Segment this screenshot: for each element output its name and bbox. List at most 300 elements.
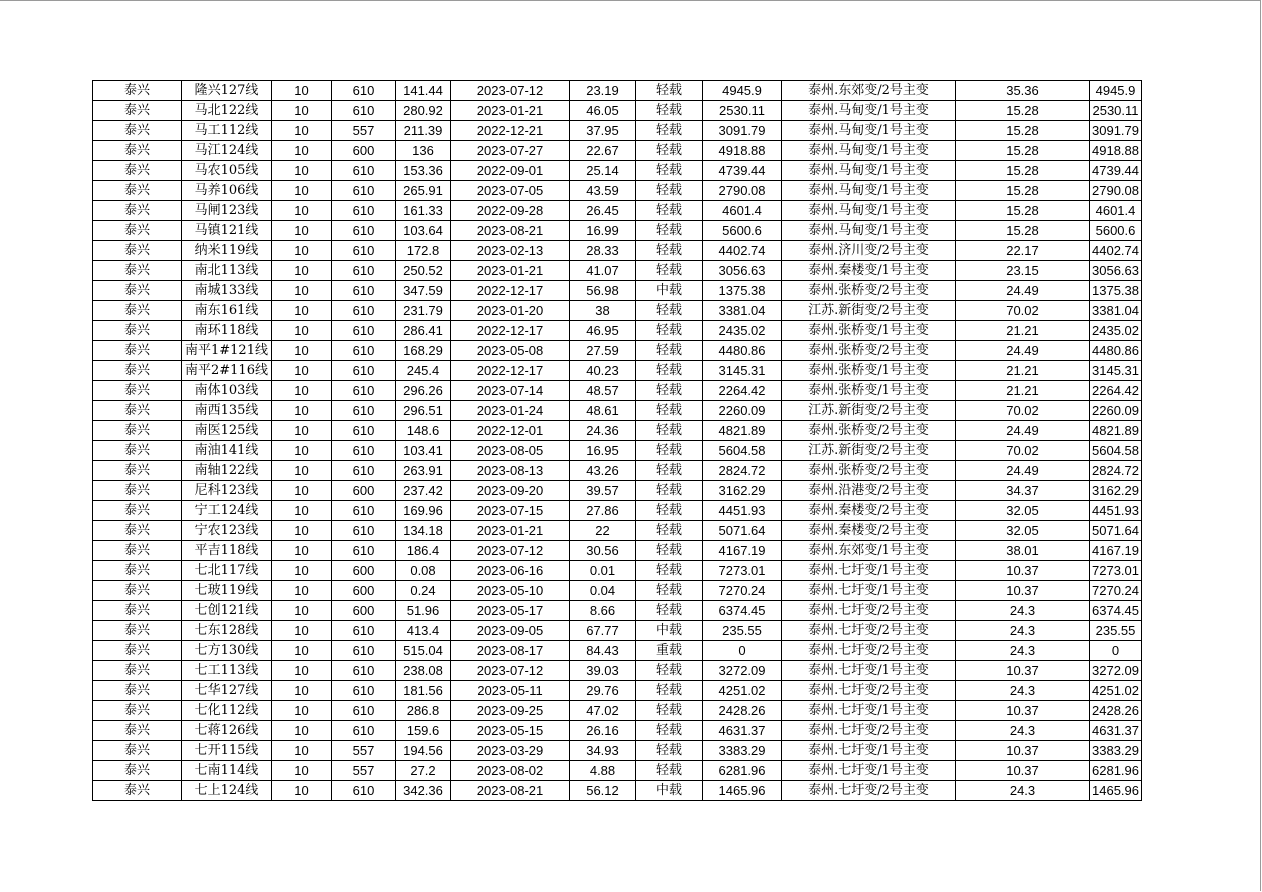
cell-county: 泰兴 xyxy=(93,741,182,761)
cell-max-current: 413.4 xyxy=(396,621,451,641)
cell-transformer-load-rate: 35.36 xyxy=(956,81,1090,101)
cell-county: 泰兴 xyxy=(93,721,182,741)
cell-max-date: 2023-08-17 xyxy=(451,641,570,661)
cell-load-status: 轻载 xyxy=(636,241,703,261)
cell-load-rate: 27.86 xyxy=(570,501,636,521)
cell-max-current: 194.56 xyxy=(396,741,451,761)
table-row xyxy=(93,401,1142,421)
cell-county: 泰兴 xyxy=(93,581,182,601)
cell-load-status: 轻载 xyxy=(636,301,703,321)
cell-voltage: 10 xyxy=(272,461,332,481)
cell-transformer: 泰州.张桥变/1号主变 xyxy=(782,381,956,401)
cell-load-rate: 46.05 xyxy=(570,101,636,121)
cell-transformer-load-rate: 24.49 xyxy=(956,281,1090,301)
cell-rated-current: 610 xyxy=(332,301,396,321)
cell-available-capacity: 4480.86 xyxy=(703,341,782,361)
cell-rated-current: 610 xyxy=(332,81,396,101)
cell-max-date: 2023-03-29 xyxy=(451,741,570,761)
cell-max-current: 238.08 xyxy=(396,661,451,681)
cell-load-status: 轻载 xyxy=(636,561,703,581)
cell-max-date: 2022-12-01 xyxy=(451,421,570,441)
cell-max-date: 2023-07-27 xyxy=(451,141,570,161)
cell-spare-capacity: 3162.29 xyxy=(1090,481,1142,501)
table-row xyxy=(93,561,1142,581)
cell-max-current: 342.36 xyxy=(396,781,451,801)
cell-rated-current: 610 xyxy=(332,721,396,741)
cell-rated-current: 610 xyxy=(332,781,396,801)
cell-voltage: 10 xyxy=(272,301,332,321)
cell-max-current: 0.24 xyxy=(396,581,451,601)
cell-transformer: 泰州.马甸变/1号主变 xyxy=(782,221,956,241)
cell-voltage: 10 xyxy=(272,501,332,521)
cell-transformer-load-rate: 24.3 xyxy=(956,621,1090,641)
cell-spare-capacity: 0 xyxy=(1090,641,1142,661)
cell-load-status: 轻载 xyxy=(636,201,703,221)
cell-available-capacity: 2428.26 xyxy=(703,701,782,721)
cell-load-rate: 25.14 xyxy=(570,161,636,181)
cell-load-rate: 27.59 xyxy=(570,341,636,361)
cell-available-capacity: 4601.4 xyxy=(703,201,782,221)
cell-transformer-load-rate: 21.21 xyxy=(956,321,1090,341)
cell-load-status: 轻载 xyxy=(636,701,703,721)
cell-spare-capacity: 4451.93 xyxy=(1090,501,1142,521)
table-row xyxy=(93,361,1142,381)
cell-transformer: 泰州.七圩变/2号主变 xyxy=(782,781,956,801)
cell-voltage: 10 xyxy=(272,481,332,501)
cell-line-name: 平吉118线 xyxy=(182,541,272,561)
cell-transformer: 泰州.济川变/2号主变 xyxy=(782,241,956,261)
cell-available-capacity: 1465.96 xyxy=(703,781,782,801)
cell-rated-current: 610 xyxy=(332,401,396,421)
cell-available-capacity: 7273.01 xyxy=(703,561,782,581)
cell-voltage: 10 xyxy=(272,781,332,801)
cell-voltage: 10 xyxy=(272,81,332,101)
table-row xyxy=(93,721,1142,741)
cell-rated-current: 610 xyxy=(332,681,396,701)
cell-available-capacity: 0 xyxy=(703,641,782,661)
cell-county: 泰兴 xyxy=(93,381,182,401)
cell-available-capacity: 4631.37 xyxy=(703,721,782,741)
cell-voltage: 10 xyxy=(272,241,332,261)
cell-rated-current: 610 xyxy=(332,201,396,221)
cell-max-date: 2023-08-21 xyxy=(451,221,570,241)
cell-transformer-load-rate: 38.01 xyxy=(956,541,1090,561)
cell-county: 泰兴 xyxy=(93,161,182,181)
cell-line-name: 南油141线 xyxy=(182,441,272,461)
table-row xyxy=(93,761,1142,781)
cell-spare-capacity: 4251.02 xyxy=(1090,681,1142,701)
cell-county: 泰兴 xyxy=(93,641,182,661)
cell-load-status: 轻载 xyxy=(636,401,703,421)
cell-voltage: 10 xyxy=(272,181,332,201)
cell-rated-current: 600 xyxy=(332,481,396,501)
cell-county: 泰兴 xyxy=(93,701,182,721)
cell-rated-current: 600 xyxy=(332,561,396,581)
cell-spare-capacity: 6281.96 xyxy=(1090,761,1142,781)
cell-line-name: 七蒋126线 xyxy=(182,721,272,741)
cell-load-status: 中载 xyxy=(636,281,703,301)
cell-available-capacity: 7270.24 xyxy=(703,581,782,601)
table-row xyxy=(93,541,1142,561)
cell-spare-capacity: 2264.42 xyxy=(1090,381,1142,401)
cell-max-date: 2022-12-21 xyxy=(451,121,570,141)
cell-load-status: 中载 xyxy=(636,781,703,801)
cell-max-date: 2023-08-05 xyxy=(451,441,570,461)
cell-load-status: 轻载 xyxy=(636,361,703,381)
cell-line-name: 七工113线 xyxy=(182,661,272,681)
cell-voltage: 10 xyxy=(272,221,332,241)
cell-max-current: 186.4 xyxy=(396,541,451,561)
cell-county: 泰兴 xyxy=(93,321,182,341)
cell-voltage: 10 xyxy=(272,101,332,121)
cell-available-capacity: 2530.11 xyxy=(703,101,782,121)
cell-load-status: 轻载 xyxy=(636,741,703,761)
cell-rated-current: 610 xyxy=(332,161,396,181)
cell-transformer-load-rate: 15.28 xyxy=(956,101,1090,121)
cell-load-rate: 24.36 xyxy=(570,421,636,441)
cell-load-rate: 56.12 xyxy=(570,781,636,801)
cell-load-rate: 40.23 xyxy=(570,361,636,381)
cell-line-name: 七南114线 xyxy=(182,761,272,781)
table-row xyxy=(93,741,1142,761)
cell-max-date: 2023-07-12 xyxy=(451,81,570,101)
cell-rated-current: 610 xyxy=(332,381,396,401)
cell-max-current: 27.2 xyxy=(396,761,451,781)
cell-transformer: 泰州.马甸变/1号主变 xyxy=(782,181,956,201)
cell-load-status: 轻载 xyxy=(636,381,703,401)
table-row xyxy=(93,261,1142,281)
cell-load-status: 轻载 xyxy=(636,261,703,281)
cell-available-capacity: 4739.44 xyxy=(703,161,782,181)
cell-max-date: 2023-09-05 xyxy=(451,621,570,641)
cell-max-current: 286.41 xyxy=(396,321,451,341)
cell-line-name: 七开115线 xyxy=(182,741,272,761)
cell-transformer: 泰州.秦楼变/1号主变 xyxy=(782,261,956,281)
cell-voltage: 10 xyxy=(272,401,332,421)
cell-line-name: 尼科123线 xyxy=(182,481,272,501)
table-row xyxy=(93,161,1142,181)
cell-transformer: 泰州.马甸变/1号主变 xyxy=(782,161,956,181)
cell-county: 泰兴 xyxy=(93,121,182,141)
cell-line-name: 七华127线 xyxy=(182,681,272,701)
cell-load-status: 轻载 xyxy=(636,161,703,181)
cell-max-date: 2023-07-12 xyxy=(451,541,570,561)
cell-rated-current: 610 xyxy=(332,521,396,541)
cell-rated-current: 610 xyxy=(332,181,396,201)
cell-line-name: 南医125线 xyxy=(182,421,272,441)
cell-load-rate: 8.66 xyxy=(570,601,636,621)
cell-voltage: 10 xyxy=(272,121,332,141)
cell-max-date: 2023-08-21 xyxy=(451,781,570,801)
cell-available-capacity: 3272.09 xyxy=(703,661,782,681)
cell-transformer: 泰州.七圩变/1号主变 xyxy=(782,661,956,681)
cell-max-current: 280.92 xyxy=(396,101,451,121)
cell-voltage: 10 xyxy=(272,621,332,641)
cell-max-date: 2023-02-13 xyxy=(451,241,570,261)
cell-county: 泰兴 xyxy=(93,561,182,581)
cell-transformer-load-rate: 24.3 xyxy=(956,721,1090,741)
cell-line-name: 南体103线 xyxy=(182,381,272,401)
cell-transformer: 泰州.秦楼变/2号主变 xyxy=(782,521,956,541)
cell-load-rate: 26.45 xyxy=(570,201,636,221)
cell-load-status: 轻载 xyxy=(636,501,703,521)
cell-load-rate: 30.56 xyxy=(570,541,636,561)
cell-max-current: 286.8 xyxy=(396,701,451,721)
cell-spare-capacity: 5600.6 xyxy=(1090,221,1142,241)
cell-rated-current: 610 xyxy=(332,501,396,521)
cell-transformer: 泰州.张桥变/2号主变 xyxy=(782,421,956,441)
cell-load-status: 轻载 xyxy=(636,601,703,621)
cell-line-name: 宁工124线 xyxy=(182,501,272,521)
cell-load-rate: 39.03 xyxy=(570,661,636,681)
cell-line-name: 马镇121线 xyxy=(182,221,272,241)
cell-spare-capacity: 3056.63 xyxy=(1090,261,1142,281)
cell-load-status: 轻载 xyxy=(636,141,703,161)
cell-max-current: 169.96 xyxy=(396,501,451,521)
cell-available-capacity: 4167.19 xyxy=(703,541,782,561)
cell-load-rate: 67.77 xyxy=(570,621,636,641)
cell-max-current: 148.6 xyxy=(396,421,451,441)
table-row xyxy=(93,141,1142,161)
cell-max-current: 265.91 xyxy=(396,181,451,201)
cell-transformer-load-rate: 70.02 xyxy=(956,441,1090,461)
cell-max-date: 2023-05-10 xyxy=(451,581,570,601)
table-row xyxy=(93,341,1142,361)
cell-max-date: 2022-12-17 xyxy=(451,321,570,341)
cell-max-date: 2022-09-28 xyxy=(451,201,570,221)
cell-available-capacity: 3162.29 xyxy=(703,481,782,501)
cell-load-status: 轻载 xyxy=(636,181,703,201)
cell-load-rate: 84.43 xyxy=(570,641,636,661)
cell-voltage: 10 xyxy=(272,361,332,381)
cell-voltage: 10 xyxy=(272,661,332,681)
cell-voltage: 10 xyxy=(272,341,332,361)
cell-county: 泰兴 xyxy=(93,761,182,781)
cell-load-rate: 34.93 xyxy=(570,741,636,761)
table-row xyxy=(93,221,1142,241)
cell-transformer-load-rate: 21.21 xyxy=(956,381,1090,401)
cell-voltage: 10 xyxy=(272,521,332,541)
cell-transformer-load-rate: 10.37 xyxy=(956,561,1090,581)
cell-rated-current: 600 xyxy=(332,581,396,601)
table-row xyxy=(93,661,1142,681)
table-row xyxy=(93,781,1142,801)
cell-voltage: 10 xyxy=(272,441,332,461)
cell-transformer-load-rate: 23.15 xyxy=(956,261,1090,281)
cell-county: 泰兴 xyxy=(93,541,182,561)
table-row xyxy=(93,81,1142,101)
cell-max-current: 296.26 xyxy=(396,381,451,401)
cell-load-status: 轻载 xyxy=(636,681,703,701)
table-row xyxy=(93,321,1142,341)
cell-county: 泰兴 xyxy=(93,481,182,501)
cell-county: 泰兴 xyxy=(93,361,182,381)
cell-max-current: 347.59 xyxy=(396,281,451,301)
cell-transformer: 泰州.张桥变/1号主变 xyxy=(782,321,956,341)
cell-voltage: 10 xyxy=(272,421,332,441)
cell-county: 泰兴 xyxy=(93,781,182,801)
cell-available-capacity: 5604.58 xyxy=(703,441,782,461)
table-row xyxy=(93,281,1142,301)
cell-max-current: 237.42 xyxy=(396,481,451,501)
cell-rated-current: 610 xyxy=(332,261,396,281)
table-row xyxy=(93,421,1142,441)
cell-spare-capacity: 4821.89 xyxy=(1090,421,1142,441)
cell-load-rate: 39.57 xyxy=(570,481,636,501)
cell-spare-capacity: 4945.9 xyxy=(1090,81,1142,101)
cell-spare-capacity: 7273.01 xyxy=(1090,561,1142,581)
cell-voltage: 10 xyxy=(272,681,332,701)
cell-transformer-load-rate: 24.3 xyxy=(956,641,1090,661)
cell-available-capacity: 1375.38 xyxy=(703,281,782,301)
cell-rated-current: 610 xyxy=(332,541,396,561)
cell-transformer: 泰州.七圩变/1号主变 xyxy=(782,741,956,761)
cell-transformer: 泰州.张桥变/1号主变 xyxy=(782,361,956,381)
cell-spare-capacity: 2790.08 xyxy=(1090,181,1142,201)
cell-transformer-load-rate: 22.17 xyxy=(956,241,1090,261)
cell-spare-capacity: 3381.04 xyxy=(1090,301,1142,321)
cell-voltage: 10 xyxy=(272,321,332,341)
cell-load-status: 轻载 xyxy=(636,421,703,441)
cell-rated-current: 610 xyxy=(332,281,396,301)
cell-available-capacity: 2260.09 xyxy=(703,401,782,421)
cell-county: 泰兴 xyxy=(93,601,182,621)
cell-transformer-load-rate: 34.37 xyxy=(956,481,1090,501)
cell-line-name: 纳米119线 xyxy=(182,241,272,261)
cell-line-name: 七玻119线 xyxy=(182,581,272,601)
cell-max-date: 2023-05-11 xyxy=(451,681,570,701)
cell-available-capacity: 5071.64 xyxy=(703,521,782,541)
cell-load-status: 轻载 xyxy=(636,221,703,241)
cell-max-current: 51.96 xyxy=(396,601,451,621)
cell-spare-capacity: 235.55 xyxy=(1090,621,1142,641)
table-row xyxy=(93,301,1142,321)
cell-load-status: 轻载 xyxy=(636,721,703,741)
cell-line-name: 马工112线 xyxy=(182,121,272,141)
cell-max-date: 2023-01-21 xyxy=(451,521,570,541)
cell-transformer-load-rate: 10.37 xyxy=(956,661,1090,681)
cell-transformer: 泰州.秦楼变/2号主变 xyxy=(782,501,956,521)
cell-line-name: 南西135线 xyxy=(182,401,272,421)
table-row xyxy=(93,701,1142,721)
table-row xyxy=(93,201,1142,221)
cell-transformer: 江苏.新街变/2号主变 xyxy=(782,441,956,461)
cell-line-name: 七北117线 xyxy=(182,561,272,581)
cell-rated-current: 610 xyxy=(332,101,396,121)
cell-county: 泰兴 xyxy=(93,421,182,441)
cell-line-name: 南东161线 xyxy=(182,301,272,321)
cell-county: 泰兴 xyxy=(93,201,182,221)
cell-load-rate: 46.95 xyxy=(570,321,636,341)
cell-available-capacity: 6281.96 xyxy=(703,761,782,781)
cell-line-name: 南平2#116线 xyxy=(182,361,272,381)
cell-load-status: 轻载 xyxy=(636,481,703,501)
cell-spare-capacity: 4631.37 xyxy=(1090,721,1142,741)
table-row xyxy=(93,121,1142,141)
cell-max-date: 2023-05-08 xyxy=(451,341,570,361)
cell-voltage: 10 xyxy=(272,161,332,181)
cell-line-name: 七创121线 xyxy=(182,601,272,621)
cell-voltage: 10 xyxy=(272,141,332,161)
cell-transformer-load-rate: 15.28 xyxy=(956,181,1090,201)
cell-rated-current: 610 xyxy=(332,421,396,441)
cell-available-capacity: 3383.29 xyxy=(703,741,782,761)
cell-load-status: 轻载 xyxy=(636,321,703,341)
cell-voltage: 10 xyxy=(272,381,332,401)
cell-transformer: 泰州.东郊变/2号主变 xyxy=(782,81,956,101)
cell-rated-current: 600 xyxy=(332,141,396,161)
cell-load-status: 轻载 xyxy=(636,581,703,601)
cell-load-status: 中载 xyxy=(636,621,703,641)
cell-spare-capacity: 3145.31 xyxy=(1090,361,1142,381)
cell-load-status: 轻载 xyxy=(636,761,703,781)
cell-spare-capacity: 4739.44 xyxy=(1090,161,1142,181)
cell-load-status: 轻载 xyxy=(636,101,703,121)
cell-transformer-load-rate: 70.02 xyxy=(956,301,1090,321)
table-row xyxy=(93,481,1142,501)
cell-transformer-load-rate: 15.28 xyxy=(956,161,1090,181)
cell-county: 泰兴 xyxy=(93,521,182,541)
cell-load-status: 轻载 xyxy=(636,541,703,561)
cell-load-status: 轻载 xyxy=(636,341,703,361)
cell-max-current: 250.52 xyxy=(396,261,451,281)
cell-line-name: 七方130线 xyxy=(182,641,272,661)
cell-max-current: 515.04 xyxy=(396,641,451,661)
table-row xyxy=(93,521,1142,541)
cell-transformer-load-rate: 15.28 xyxy=(956,141,1090,161)
cell-max-current: 141.44 xyxy=(396,81,451,101)
cell-max-date: 2023-07-15 xyxy=(451,501,570,521)
cell-line-name: 隆兴127线 xyxy=(182,81,272,101)
cell-transformer-load-rate: 10.37 xyxy=(956,741,1090,761)
cell-spare-capacity: 4601.4 xyxy=(1090,201,1142,221)
cell-max-date: 2023-01-20 xyxy=(451,301,570,321)
cell-transformer-load-rate: 24.49 xyxy=(956,341,1090,361)
cell-available-capacity: 3091.79 xyxy=(703,121,782,141)
cell-available-capacity: 4251.02 xyxy=(703,681,782,701)
cell-county: 泰兴 xyxy=(93,621,182,641)
cell-transformer: 泰州.七圩变/2号主变 xyxy=(782,621,956,641)
cell-available-capacity: 4918.88 xyxy=(703,141,782,161)
cell-rated-current: 557 xyxy=(332,121,396,141)
cell-max-date: 2023-07-12 xyxy=(451,661,570,681)
cell-line-name: 七上124线 xyxy=(182,781,272,801)
cell-max-date: 2022-12-17 xyxy=(451,361,570,381)
cell-rated-current: 610 xyxy=(332,641,396,661)
cell-voltage: 10 xyxy=(272,541,332,561)
cell-max-date: 2023-01-21 xyxy=(451,261,570,281)
cell-max-date: 2023-07-14 xyxy=(451,381,570,401)
cell-transformer-load-rate: 24.49 xyxy=(956,461,1090,481)
cell-available-capacity: 2824.72 xyxy=(703,461,782,481)
cell-load-rate: 38 xyxy=(570,301,636,321)
cell-transformer: 江苏.新街变/2号主变 xyxy=(782,301,956,321)
cell-rated-current: 610 xyxy=(332,321,396,341)
cell-load-status: 轻载 xyxy=(636,81,703,101)
cell-max-current: 103.64 xyxy=(396,221,451,241)
cell-line-name: 马北122线 xyxy=(182,101,272,121)
cell-line-name: 七东128线 xyxy=(182,621,272,641)
table-row xyxy=(93,601,1142,621)
cell-load-rate: 0.01 xyxy=(570,561,636,581)
cell-transformer-load-rate: 10.37 xyxy=(956,761,1090,781)
cell-load-status: 轻载 xyxy=(636,121,703,141)
cell-spare-capacity: 3272.09 xyxy=(1090,661,1142,681)
cell-transformer-load-rate: 10.37 xyxy=(956,701,1090,721)
cell-max-date: 2023-01-24 xyxy=(451,401,570,421)
cell-county: 泰兴 xyxy=(93,501,182,521)
cell-spare-capacity: 2530.11 xyxy=(1090,101,1142,121)
